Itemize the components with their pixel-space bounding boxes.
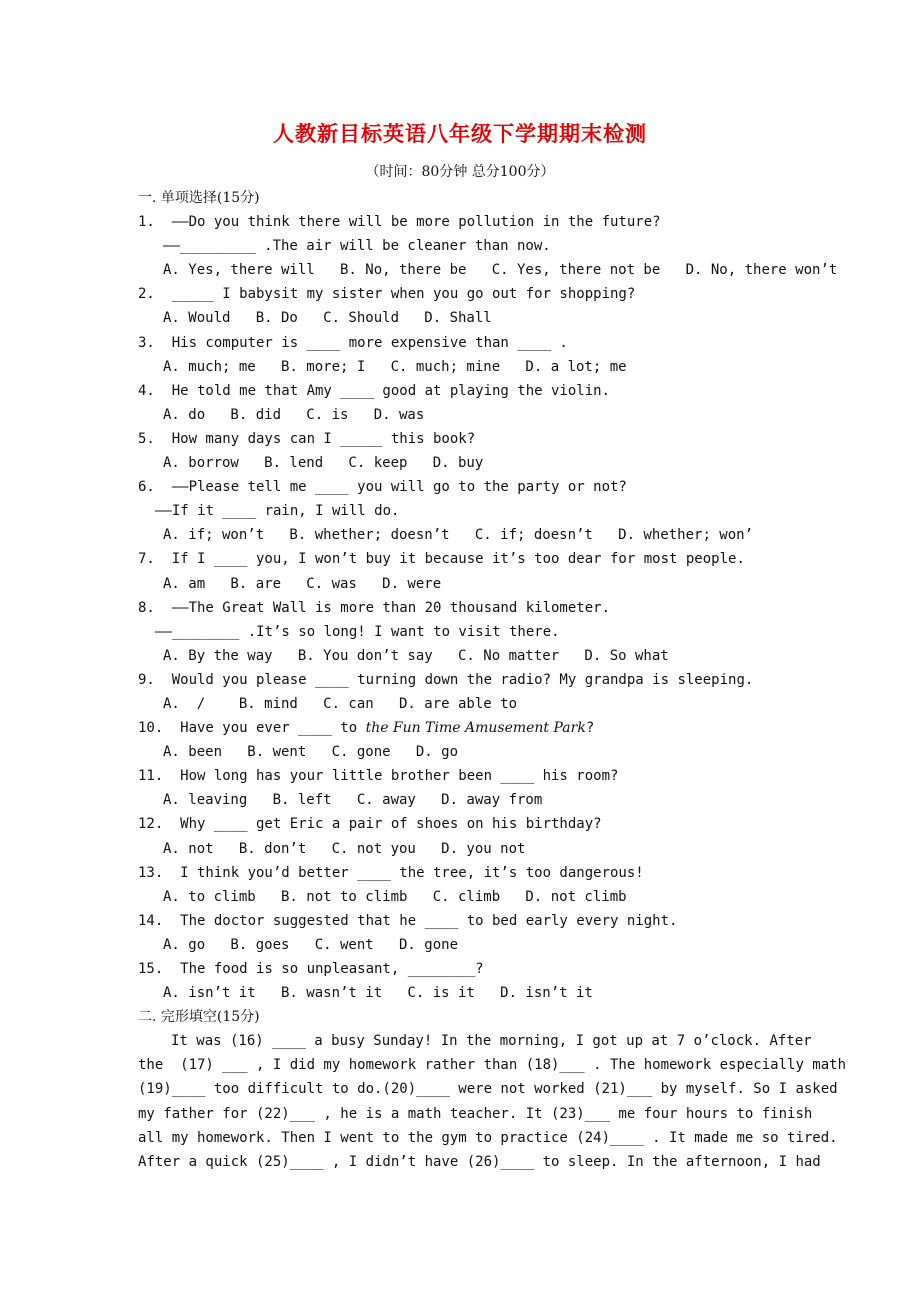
question-stem: 13. I think you’d better ____ the tree, it’s too dangerous!	[138, 864, 644, 881]
question-options: A. do B. did C. is D. was	[163, 406, 425, 423]
question-stem: 12. Why ____ get Eric a pair of shoes on his birthday?	[138, 816, 602, 833]
question-stem: 4. He told me that Amy ____ good at playing the violin.	[138, 382, 611, 399]
question-stem: 8. ——The Great Wall is more than 20 thousand kilometer.	[138, 599, 611, 616]
question-options: A. isn’t it B. wasn’t it C. is it D. isn’t it	[163, 985, 593, 1002]
exam-content	[138, 186, 847, 1174]
question-stem-italic: the Fun Time Amusement Park	[365, 720, 586, 737]
question-stem: 9. Would you please ____ turning down the radio? My grandpa is sleeping.	[138, 671, 754, 688]
cloze-passage-line: my father for (22)___ , he is a math teacher. It (23)___ me four hours to finish	[138, 1105, 813, 1122]
question-options: A. Would B. Do C. Should D. Shall	[163, 310, 492, 327]
section-heading-multiple-choice: 一. 单项选择(15分)	[138, 190, 260, 206]
question-options: A. to climb B. not to climb C. climb D. not climb	[163, 888, 627, 905]
cloze-passage-line: the (17) ___ , I did my homework rather than (18)___ . The homework especially math	[138, 1057, 847, 1074]
cloze-passage-line: (19)____ too difficult to do.(20)____ were not worked (21)___ by myself. So I asked	[138, 1081, 838, 1098]
question-stem: 11. How long has your little brother been ____ his room?	[138, 768, 619, 785]
question-stem: 15. The food is so unpleasant, ________?	[138, 961, 484, 977]
question-stem: 5. How many days can I _____ this book?	[138, 430, 476, 447]
question-stem: 3. His computer is ____ more expensive than ____ .	[138, 334, 568, 351]
page-subtitle: （时间：80分钟 总分100分）	[365, 164, 555, 180]
question-options: A. By the way B. You don’t say C. No matter D. So what	[163, 647, 669, 664]
cloze-passage-line: After a quick (25)____ , I didn’t have (26)____ to sleep. In the afternoon, I had	[138, 1153, 821, 1170]
question-stem: 2. _____ I babysit my sister when you go out for shopping?	[138, 286, 636, 303]
question-stem: 14. The doctor suggested that he ____ to bed early every night.	[138, 912, 678, 929]
question-options: A. / B. mind C. can D. are able to	[163, 695, 518, 712]
question-options: A. been B. went C. gone D. go	[163, 744, 459, 761]
question-stem: ——If it ____ rain, I will do.	[155, 503, 400, 520]
question-options: A. not B. don’t C. not you D. you not	[163, 840, 526, 857]
page-title: 人教新目标英语八年级下学期期末检测	[273, 121, 647, 146]
question-stem: 7. If I ____ you, I won’t buy it because it’s too dear for most people.	[138, 551, 745, 568]
cloze-passage-line: all my homework. Then I went to the gym to practice (24)____ . It made me so tired.	[138, 1129, 838, 1146]
question-stem: 1. ——Do you think there will be more pollution in the future?	[138, 214, 661, 231]
cloze-passage-line: It was (16) ____ a busy Sunday! In the morning, I got up at 7 o’clock. After	[171, 1033, 812, 1050]
question-stem	[138, 716, 838, 740]
question-stem: ——________ .It’s so long! I want to visit there.	[155, 623, 560, 640]
question-options: A. am B. are C. was D. were	[163, 575, 442, 592]
question-stem-text: 10. Have you ever ____ to	[138, 720, 366, 737]
question-options: A. if; won’t B. whether; doesn’t C. if; doesn’t D. whether; won’	[163, 527, 754, 544]
question-options: A. much; me B. more; I C. much; mine D. a lot; me	[163, 358, 627, 375]
question-stem: ——_________ .The air will be cleaner than now.	[163, 238, 551, 255]
question-stem: 6. ——Please tell me ____ you will go to the party or not?	[138, 479, 627, 496]
section-heading-cloze: 二. 完形填空(15分)	[138, 1009, 260, 1026]
question-options: A. go B. goes C. went D. gone	[163, 936, 459, 953]
question-options: A. borrow B. lend C. keep D. buy	[163, 455, 484, 472]
question-stem-text: ?	[585, 720, 595, 737]
question-options: A. leaving B. left C. away D. away from	[163, 792, 543, 809]
question-options: A. Yes, there will B. No, there be C. Yes, there not be D. No, there won’t	[163, 262, 838, 279]
